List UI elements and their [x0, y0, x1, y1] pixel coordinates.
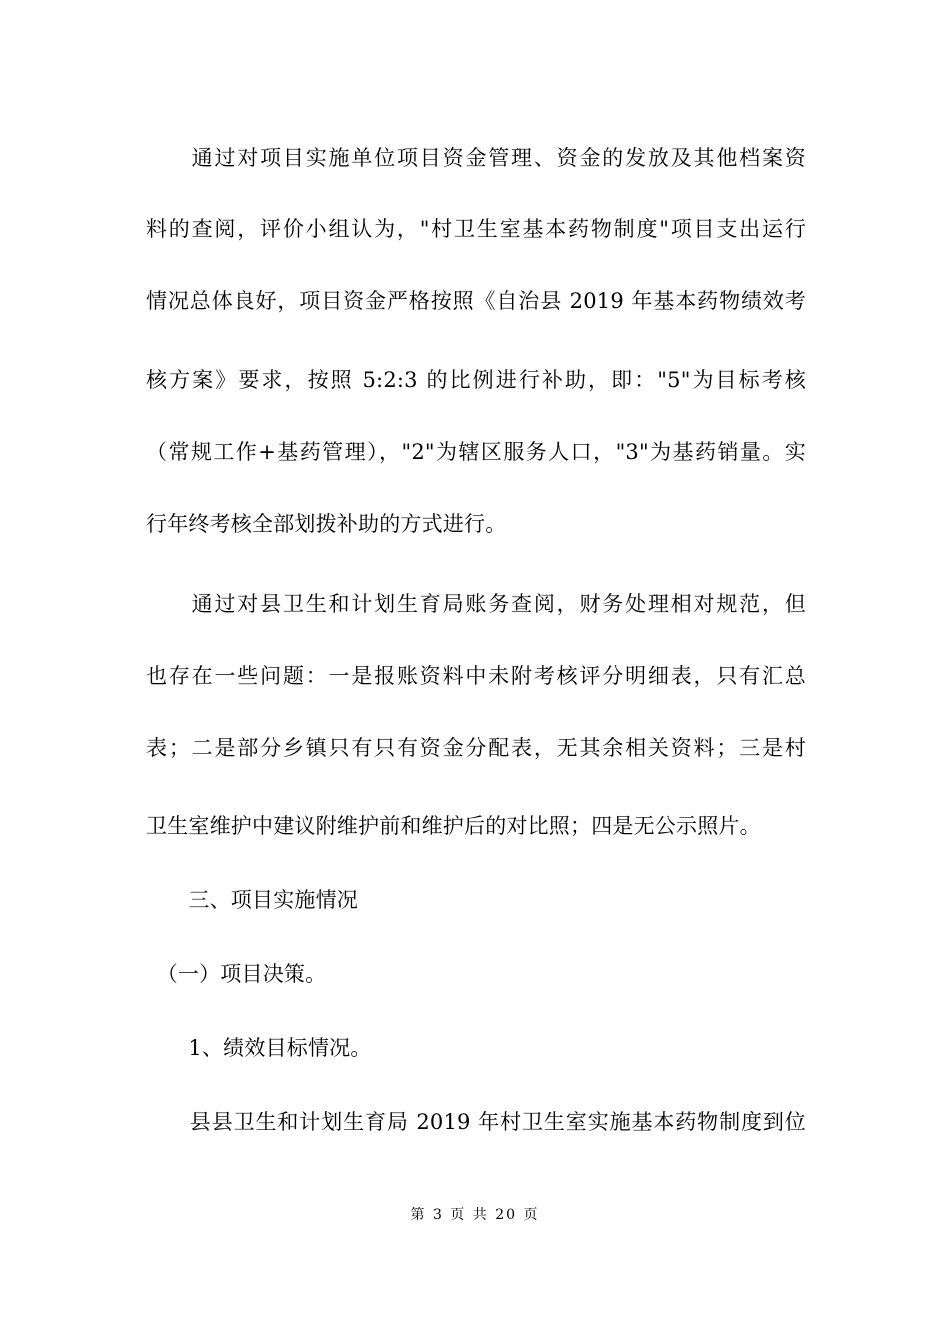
paragraph-2-line-4: 卫生室维护中建议附维护前和维护后的对比照；四是无公示照片。	[146, 814, 761, 838]
paragraph-1-line-3: 情况总体良好，项目资金严格按照《自治县 2019 年基本药物绩效考	[146, 289, 806, 313]
paragraph-2-line-1: 通过对县卫生和计划生育局账务查阅，财务处理相对规范，但	[146, 592, 806, 616]
section-heading: 三、项目实施情况	[146, 888, 358, 912]
paragraph-6-line-1: 县县卫生和计划生育局 2019 年村卫生室实施基本药物制度到位	[146, 1110, 806, 1134]
subsection-heading: （一）项目决策。	[146, 962, 327, 986]
paragraph-1-line-1: 通过对项目实施单位项目资金管理、资金的发放及其他档案资	[146, 146, 806, 170]
paragraph-1-line-5: （常规工作+基药管理），"2"为辖区服务人口，"3"为基药销量。实	[146, 440, 806, 464]
paragraph-2-line-2: 也存在一些问题：一是报账资料中未附考核评分明细表，只有汇总	[146, 664, 806, 688]
paragraph-1-line-2: 料的查阅，评价小组认为，"村卫生室基本药物制度"项目支出运行	[146, 217, 806, 241]
paragraph-1-line-6: 行年终考核全部划拨补助的方式进行。	[146, 512, 507, 536]
item-heading: 1、绩效目标情况。	[146, 1036, 372, 1060]
paragraph-2-line-3: 表；二是部分乡镇只有只有资金分配表，无其余相关资料；三是村	[146, 736, 806, 760]
paragraph-1-line-4: 核方案》要求，按照 5:2:3 的比例进行补助，即："5"为目标考核	[146, 368, 806, 392]
page-number-footer: 第 3 页 共 20 页	[410, 1207, 540, 1223]
